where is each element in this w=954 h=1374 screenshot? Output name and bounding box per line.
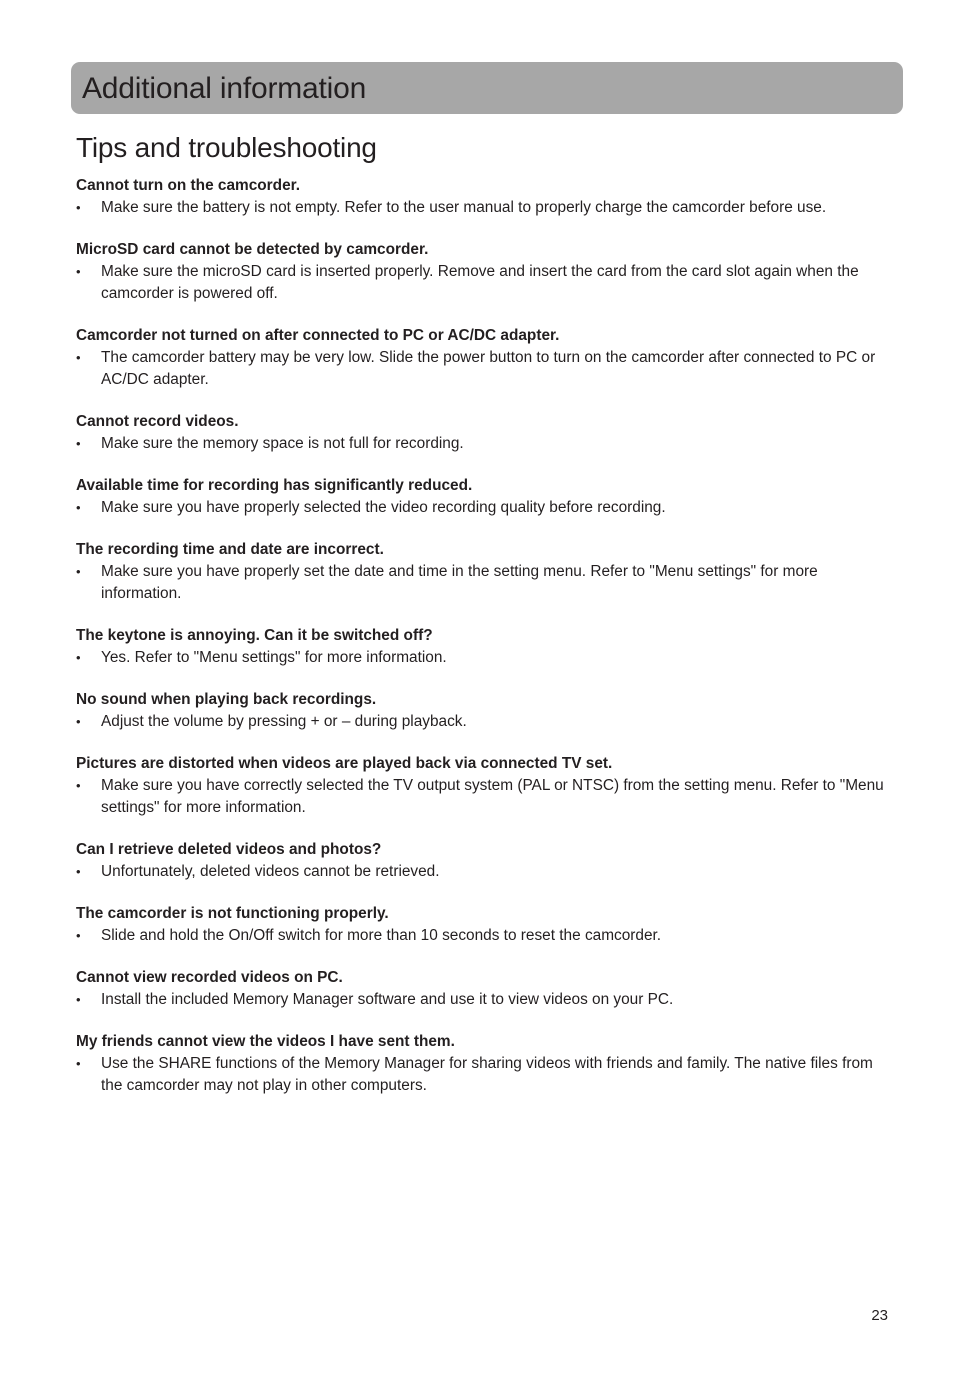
faq-item [76,967,886,1011]
faq-item [76,325,886,391]
faq-answer-text: Make sure you have properly selected the video recording quality before recording. [101,499,666,516]
bullet-icon: • [76,350,81,365]
bullet-icon: • [76,200,81,215]
faq-answer-text: Make sure the microSD card is inserted properly. Remove and insert the card from the card slot again when the camcorder is powered off. [101,263,859,302]
faq-question: The recording time and date are incorrect. [76,541,384,558]
faq-question: Pictures are distorted when videos are played back via connected TV set. [76,755,613,772]
faq-answer [76,561,886,605]
faq-answer-text: Adjust the volume by pressing + or – during playback. [101,713,467,730]
faq-answer [76,711,886,733]
faq-answer-text: The camcorder battery may be very low. Slide the power button to turn on the camcorder after connected to PC or AC/DC adapter. [101,349,876,388]
faq-question: Available time for recording has significantly reduced. [76,477,473,494]
faq-question: My friends cannot view the videos I have sent them. [76,1033,455,1050]
faq-question: The camcorder is not functioning properly. [76,905,389,922]
faq-item [76,839,886,883]
faq-answer [76,989,886,1011]
faq-question: Can I retrieve deleted videos and photos? [76,841,382,858]
faq-answer [76,1053,886,1097]
header-bar [71,62,903,114]
bullet-icon: • [76,436,81,451]
faq-answer-text: Use the SHARE functions of the Memory Manager for sharing videos with friends and family. The native files from the camcorder may not play in other computers. [101,1055,873,1094]
faq-item [76,239,886,305]
faq-question: MicroSD card cannot be detected by camcorder. [76,241,429,258]
faq-item [76,625,886,669]
faq-answer [76,433,886,455]
faq-answer-text: Make sure you have properly set the date and time in the setting menu. Refer to "Menu settings" for more information. [101,563,818,602]
faq-answer-text: Make sure the memory space is not full for recording. [101,435,464,452]
bullet-icon: • [76,714,81,729]
faq-answer [76,261,886,305]
faq-question: Cannot record videos. [76,413,239,430]
faq-answer [76,347,886,391]
faq-answer [76,647,886,669]
faq-answer-text: Make sure the battery is not empty. Refer to the user manual to properly charge the camcorder before use. [101,199,827,216]
faq-item [76,1031,886,1097]
bullet-icon: • [76,650,81,665]
faq-answer [76,925,886,947]
faq-question: No sound when playing back recordings. [76,691,377,708]
page-header-title: Additional information [82,72,367,105]
bullet-icon: • [76,564,81,579]
bullet-icon: • [76,992,81,1007]
bullet-icon: • [76,778,81,793]
faq-answer-text: Yes. Refer to "Menu settings" for more information. [101,649,447,666]
faq-answer [76,775,886,819]
faq-item [76,475,886,519]
bullet-icon: • [76,264,81,279]
faq-item [76,903,886,947]
faq-answer-text: Install the included Memory Manager software and use it to view videos on your PC. [101,991,674,1008]
faq-answer [76,861,886,883]
page-number: 23 [871,1307,888,1324]
bullet-icon: • [76,928,81,943]
bullet-icon: • [76,1056,81,1071]
faq-list [76,175,886,1117]
faq-answer-text: Unfortunately, deleted videos cannot be retrieved. [101,863,440,880]
section-title: Tips and troubleshooting [76,132,377,163]
faq-item [76,175,886,219]
faq-item [76,689,886,733]
faq-item [76,539,886,605]
faq-question: Cannot view recorded videos on PC. [76,969,343,986]
faq-question: Camcorder not turned on after connected to PC or AC/DC adapter. [76,327,560,344]
faq-answer [76,497,886,519]
faq-question: The keytone is annoying. Can it be switched off? [76,627,433,644]
faq-answer-text: Slide and hold the On/Off switch for more than 10 seconds to reset the camcorder. [101,927,662,944]
bullet-icon: • [76,500,81,515]
faq-answer [76,197,886,219]
faq-item [76,411,886,455]
faq-item [76,753,886,819]
faq-question: Cannot turn on the camcorder. [76,177,301,194]
bullet-icon: • [76,864,81,879]
faq-answer-text: Make sure you have correctly selected the TV output system (PAL or NTSC) from the setting menu. Refer to "Menu settings" for more information. [101,777,884,816]
